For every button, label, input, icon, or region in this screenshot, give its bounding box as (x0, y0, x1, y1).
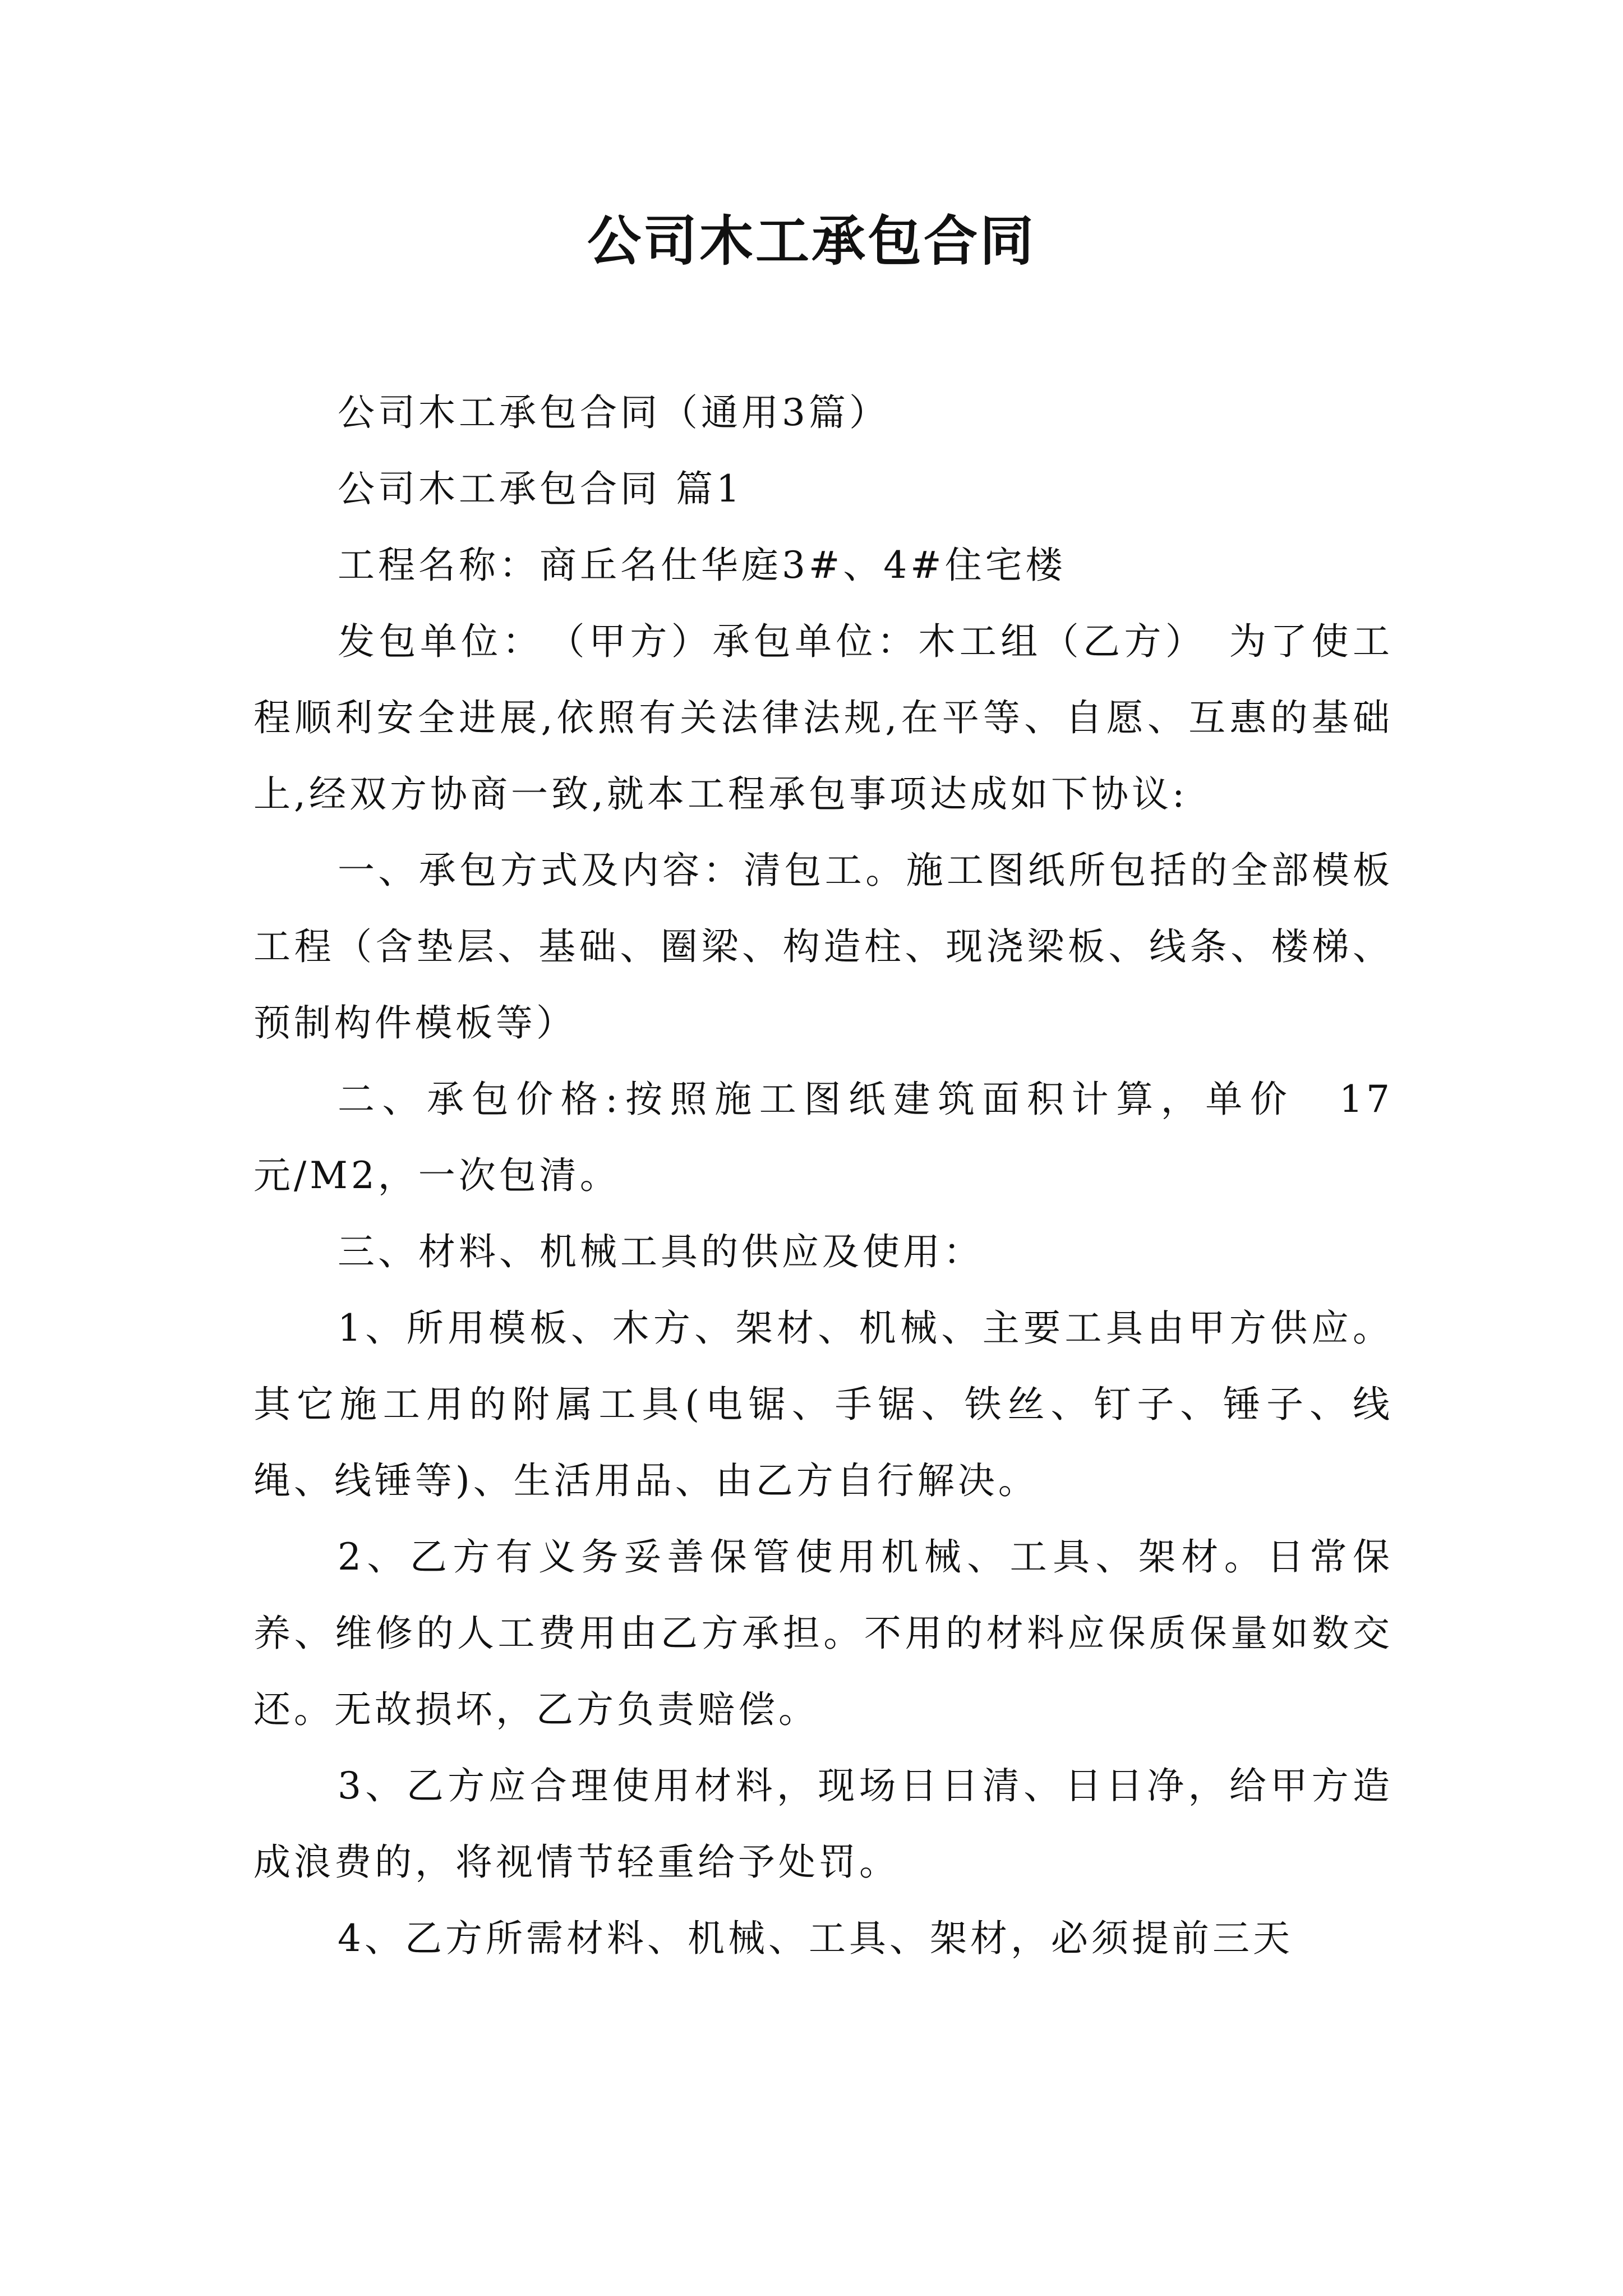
paragraph-section-heading: 公司木工承包合同 篇1 (338, 467, 743, 510)
paragraph-clause-2: 二、承包价格:按照施工图纸建筑面积计算，单价 17元/M2，一次包清。 (253, 1078, 1393, 1197)
paragraph-subtitle: 公司木工承包合同（通用3篇） (338, 391, 889, 434)
paragraph-clause-3: 三、材料、机械工具的供应及使用： (338, 1230, 984, 1273)
paragraph-item-1: 1、所用模板、木方、架材、机械、主要工具由甲方供应。其它施工用的附属工具(电锯、手锯、铁丝、钉子、锤子、线绳、线锤等)、生活用品、由乙方自行解决。 (253, 1306, 1393, 1502)
document-title: 公司木工承包合同 (587, 209, 1036, 273)
paragraph-parties: 发包单位： （甲方）承包单位：木工组（乙方） 为了使工程顺利安全进展,依照有关法律法规,在平等、自愿、互惠的基础上,经双方协商一致,就本工程承包事项达成如下协议: (253, 620, 1393, 816)
paragraph-item-3: 3、乙方应合理使用材料，现场日日清、日日净，给甲方造成浪费的，将视情节轻重给予处罚。 (253, 1764, 1393, 1884)
document-body (253, 375, 1393, 1977)
paragraph-project-name: 工程名称：商丘名仕华庭3#、4#住宅楼 (338, 544, 1066, 587)
paragraph-clause-1: 一、承包方式及内容：清包工。施工图纸所包括的全部模板工程（含垫层、基础、圈梁、构造柱、现浇梁板、线条、楼梯、预制构件模板等） (253, 849, 1393, 1045)
paragraph-item-2: 2、乙方有义务妥善保管使用机械、工具、架材。日常保养、维修的人工费用由乙方承担。不用的材料应保质保量如数交还。无故损坏，乙方负责赔偿。 (253, 1535, 1393, 1731)
paragraph-item-4: 4、乙方所需材料、机械、工具、架材，必须提前三天 (338, 1917, 1293, 1960)
